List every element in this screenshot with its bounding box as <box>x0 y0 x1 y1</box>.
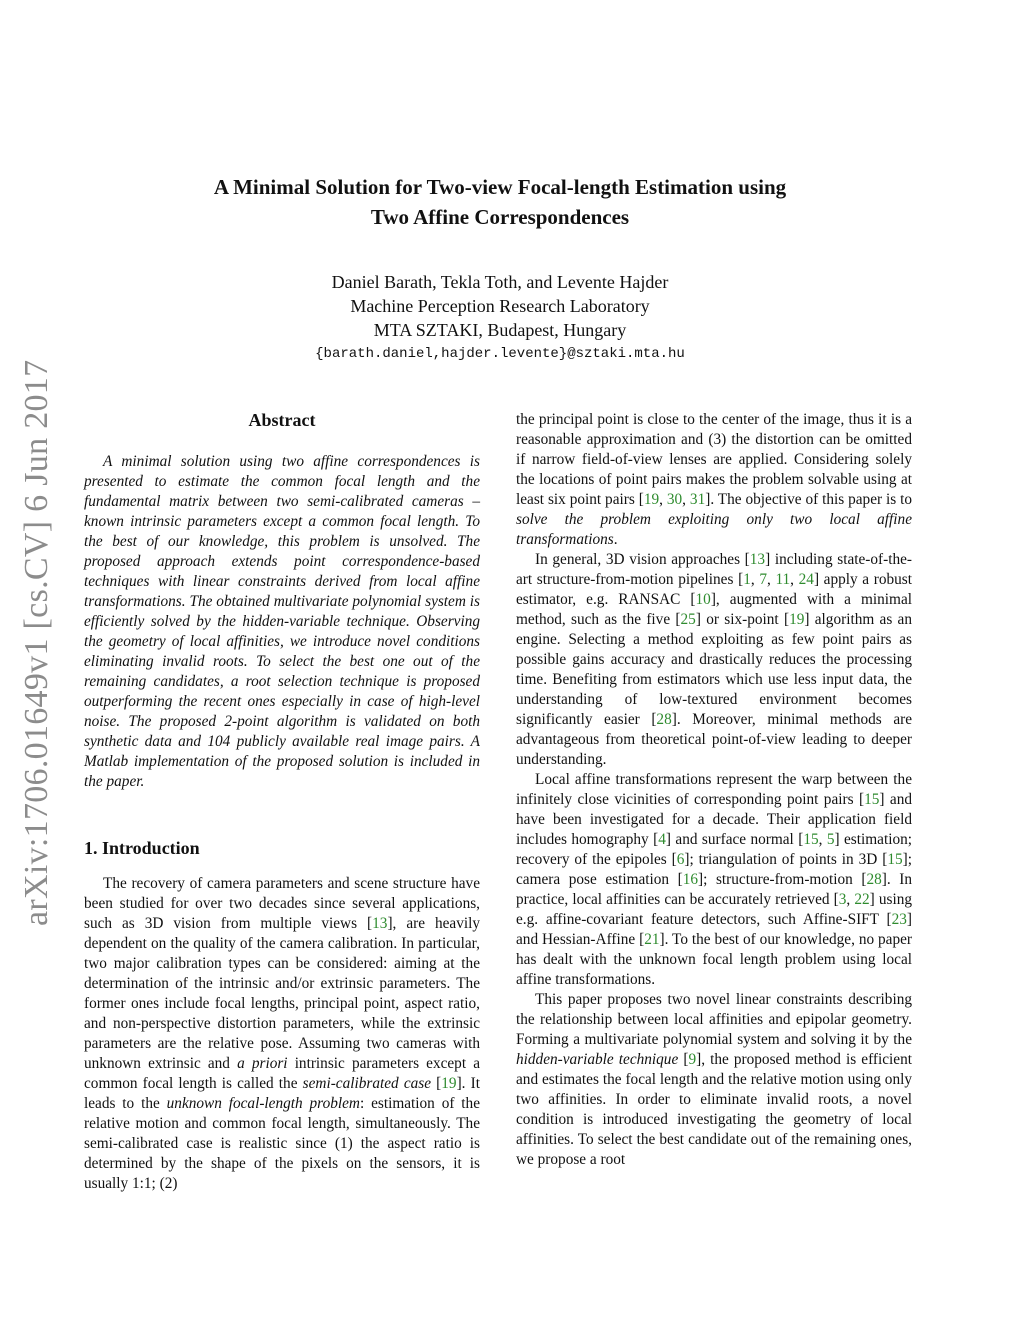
citation-link[interactable]: 16 <box>682 871 699 888</box>
citation-link[interactable]: 6 <box>676 851 685 868</box>
citation-link[interactable]: 21 <box>644 931 660 948</box>
citation-link[interactable]: 13 <box>372 915 388 932</box>
body-paragraph-3: Local affine transformations represent the warp between the infinitely close vicinities of corresponding point pairs [15] and have been investigated for a decade. Their application field includes homography [4] and surface normal [15, 5] estimation; recovery of the epipoles [6]; triangulation of points in 3D [15]; camera pose estimation [16]; structure-from-motion [28]. In practice, local affinities can be accurately retrieved [3, 22] using e.g. affine-covariant feature detectors, such Affine-SIFT [23] and Hessian-Affine [21]. To the best of our knowledge, no paper has dealt with the unknown focal length problem using local affine transformations. <box>516 771 913 988</box>
citation-link[interactable]: 15 <box>864 791 880 808</box>
arxiv-identifier: arXiv:1706.01649v1 [cs.CV] 6 Jun 2017 <box>18 359 55 926</box>
author-names: Daniel Barath, Tekla Toth, and Levente Hajder <box>331 272 669 292</box>
title-line-2: Two Affine Correspondences <box>370 205 630 229</box>
citation-link[interactable]: 7 <box>759 571 767 588</box>
citation-link[interactable]: 11 <box>775 571 791 588</box>
citation-link[interactable]: 28 <box>656 711 672 728</box>
abstract-text: A minimal solution using two affine correspondences is presented to estimate the common focal length and the fundamental matrix between two semi-calibrated cameras – known intrinsic parameters except a common focal length. To the best of our knowledge, this problem is unsolved. The proposed approach extends point correspondence-based techniques with linear constraints derived from local affine transformations. The obtained multivariate polynomial system is efficiently solved by the hidden-variable technique. Observing the geometry of local affinities, we introduce novel conditions eliminating invalid roots. To select the best one out of the remaining candidates, a root selection technique is proposed outperforming the recent ones especially in case of high-level noise. The proposed 2-point algorithm is validated on both synthetic data and 104 publicly available real image pairs. A Matlab implementation of the proposed solution is included in the paper. <box>84 453 480 790</box>
email-addresses: {barath.daniel,hajder.levente}@sztaki.mta.hu <box>315 346 685 362</box>
introduction-heading: 1. Introduction <box>84 838 200 858</box>
introduction-paragraph: The recovery of camera parameters and scene structure have been studied for over two decades since several applications, such as 3D vision from multiple views [13], are heavily dependent on the quality of the camera calibration. In particular, two major calibration types can be considered: aiming at the determination of the intrinsic and/or extrinsic parameters. The former ones include focal lengths, principal point, aspect ratio, and non-perspective distortion parameters, while the extrinsic parameters are the relative pose. Assuming two cameras with unknown extrinsic and a priori intrinsic parameters except a common focal length is called the semi-calibrated case [19]. It leads to the unknown focal-length problem: estimation of the relative motion and common focal length, simultaneously. The semi-calibrated case is realistic since (1) the aspect ratio is determined by the shape of the pixels on the sensors, it is usually 1:1; (2) <box>84 875 480 1192</box>
citation-link[interactable]: 5 <box>826 831 835 848</box>
citation-link[interactable]: 23 <box>891 911 907 928</box>
citation-link[interactable]: 28 <box>866 871 882 888</box>
citation-link[interactable]: 25 <box>680 611 696 628</box>
citation-link[interactable]: 9 <box>688 1051 697 1068</box>
citation-link[interactable]: 22 <box>854 891 870 908</box>
body-paragraph-1: the principal point is close to the center of the image, thus it is a reasonable approximation and (3) the distortion can be omitted if narrow field-of-view lenses are applied. Considering solely the locations of point pairs makes the problem solvable using at least six point pairs [19, 30, 31]. The objective of this paper is to solve the problem exploiting only two local affine transformations. <box>516 411 913 548</box>
citation-link[interactable]: 1 <box>743 571 751 588</box>
citation-link[interactable]: 24 <box>798 571 814 588</box>
citation-link[interactable]: 10 <box>695 591 711 608</box>
citation-link[interactable]: 30 <box>666 491 683 508</box>
author-block <box>200 270 800 366</box>
citation-link[interactable]: 13 <box>749 551 766 568</box>
body-paragraph-4: This paper proposes two novel linear constraints describing the relationship between local affinities and epipolar geometry. Forming a multivariate polynomial system and solving it by the hidden-variable technique [9], the proposed method is efficient and estimates the focal length and the relative motion using only two affinities. In order to eliminate invalid roots, a novel condition is introduced investigating the geometry of local affinities. To select the best candidate out of the remaining ones, we propose a root <box>516 991 912 1168</box>
citation-link[interactable]: 15 <box>887 851 903 868</box>
citation-link[interactable]: 31 <box>689 491 706 508</box>
citation-link[interactable]: 15 <box>803 831 819 848</box>
citation-link[interactable]: 4 <box>658 831 666 848</box>
abstract-heading: Abstract <box>248 410 316 430</box>
citation-link[interactable]: 3 <box>838 891 847 908</box>
citation-link[interactable]: 19 <box>643 491 660 508</box>
affiliation: Machine Perception Research Laboratory <box>350 296 650 316</box>
body-paragraph-2: In general, 3D vision approaches [13] including state-of-the-art structure-from-motion pipelines [1, 7, 11, 24] apply a robust estimator, e.g. RANSAC [10], augmented with a minimal method, such as the five [25] or six-point [19] algorithm as an engine. Selecting a method exploiting as few point pairs as possible gains accuracy and drastically reduces the processing time. Benefiting from estimators which use less input data, the understanding of low-textured environment becomes significantly easier [28]. Moreover, minimal methods are advantageous from theoretical point-of-view leading to deeper understanding. <box>516 551 912 768</box>
citation-link[interactable]: 19 <box>789 611 805 628</box>
left-column <box>84 410 480 1194</box>
location: MTA SZTAKI, Budapest, Hungary <box>373 320 627 340</box>
title-line-1: A Minimal Solution for Two-view Focal-length Estimation using <box>213 175 787 199</box>
paper-title <box>100 172 900 232</box>
citation-link[interactable]: 19 <box>441 1075 457 1092</box>
right-column <box>516 410 912 1170</box>
